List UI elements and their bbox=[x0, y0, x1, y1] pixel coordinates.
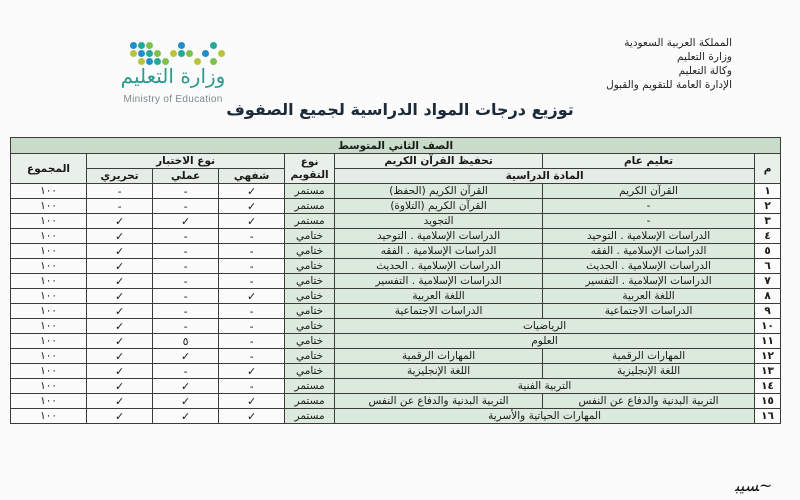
header-eval-type-line2: التقويم bbox=[290, 168, 329, 181]
row-number: ٣ bbox=[755, 214, 781, 229]
oral-cell: ✓ bbox=[219, 289, 285, 304]
table-row bbox=[11, 259, 781, 274]
logo-dot bbox=[186, 50, 193, 57]
table-row bbox=[11, 394, 781, 409]
written-cell: ✓ bbox=[87, 304, 153, 319]
header-eval-type-line1: نوع bbox=[300, 155, 319, 168]
row-number: ١٤ bbox=[755, 379, 781, 394]
header-general: تعليم عام bbox=[543, 154, 755, 169]
total-cell: ١٠٠ bbox=[11, 349, 87, 364]
written-cell: ✓ bbox=[87, 229, 153, 244]
total-cell: ١٠٠ bbox=[11, 364, 87, 379]
header-num: م bbox=[755, 154, 781, 184]
header-subject: المادة الدراسية bbox=[335, 169, 755, 184]
total-cell: ١٠٠ bbox=[11, 199, 87, 214]
logo-dot bbox=[202, 50, 209, 57]
practical-cell: - bbox=[153, 319, 219, 334]
total-cell: ١٠٠ bbox=[11, 289, 87, 304]
general-subject-cell: اللغة الإنجليزية bbox=[543, 364, 755, 379]
oral-cell: - bbox=[219, 319, 285, 334]
oral-cell: ✓ bbox=[219, 199, 285, 214]
table-row bbox=[11, 304, 781, 319]
header-line: وكالة التعليم bbox=[678, 65, 732, 77]
quran-subject-cell: الدراسات الإسلامية . الحديث bbox=[335, 259, 543, 274]
practical-cell: - bbox=[153, 199, 219, 214]
logo-dot bbox=[138, 50, 145, 57]
practical-cell: ✓ bbox=[153, 214, 219, 229]
practical-cell: ✓ bbox=[153, 394, 219, 409]
quran-subject-cell: التربية البدنية والدفاع عن النفس bbox=[335, 394, 543, 409]
ministry-header bbox=[502, 36, 732, 92]
table-row bbox=[11, 184, 781, 199]
row-number: ٨ bbox=[755, 289, 781, 304]
table-row bbox=[11, 199, 781, 214]
oral-cell: - bbox=[219, 379, 285, 394]
practical-cell: - bbox=[153, 364, 219, 379]
logo-dot bbox=[130, 50, 137, 57]
written-cell: ✓ bbox=[87, 244, 153, 259]
header-line: المملكة العربية السعودية bbox=[624, 37, 732, 49]
document-title: توزيع درجات المواد الدراسية لجميع الصفوف bbox=[226, 100, 574, 119]
oral-cell: ✓ bbox=[219, 364, 285, 379]
eval-type-cell: ختامي bbox=[285, 304, 335, 319]
row-number: ٤ bbox=[755, 229, 781, 244]
quran-subject-cell: التجويد bbox=[335, 214, 543, 229]
header-test-type: نوع الاختبار bbox=[87, 154, 285, 169]
oral-cell: - bbox=[219, 334, 285, 349]
oral-cell: - bbox=[219, 259, 285, 274]
quran-subject-cell: القرآن الكريم (الحفظ) bbox=[335, 184, 543, 199]
eval-type-cell: ختامي bbox=[285, 319, 335, 334]
table-row bbox=[11, 379, 781, 394]
row-number: ١٦ bbox=[755, 409, 781, 424]
grades-table bbox=[10, 137, 780, 424]
eval-type-cell: ختامي bbox=[285, 289, 335, 304]
grade-title: الصف الثاني المتوسط bbox=[11, 138, 781, 154]
written-cell: ✓ bbox=[87, 364, 153, 379]
total-cell: ١٠٠ bbox=[11, 409, 87, 424]
eval-type-cell: مستمر bbox=[285, 214, 335, 229]
logo-dot bbox=[146, 50, 153, 57]
practical-cell: ٥ bbox=[153, 334, 219, 349]
practical-cell: - bbox=[153, 274, 219, 289]
general-subject-cell: التربية البدنية والدفاع عن النفس bbox=[543, 394, 755, 409]
quran-subject-cell: الدراسات الاجتماعية bbox=[335, 304, 543, 319]
written-cell: ✓ bbox=[87, 274, 153, 289]
eval-type-cell: ختامي bbox=[285, 334, 335, 349]
quran-subject-cell: اللغة الإنجليزية bbox=[335, 364, 543, 379]
total-cell: ١٠٠ bbox=[11, 184, 87, 199]
table-row bbox=[11, 274, 781, 289]
logo-dot bbox=[154, 50, 161, 57]
written-cell: ✓ bbox=[87, 379, 153, 394]
row-number: ١٥ bbox=[755, 394, 781, 409]
row-number: ١١ bbox=[755, 334, 781, 349]
header-total: المجموع bbox=[11, 154, 87, 184]
total-cell: ١٠٠ bbox=[11, 334, 87, 349]
header-oral: شفهي bbox=[219, 169, 285, 184]
header-eval-type bbox=[285, 154, 335, 184]
row-number: ١ bbox=[755, 184, 781, 199]
practical-cell: ✓ bbox=[153, 349, 219, 364]
eval-type-cell: ختامي bbox=[285, 244, 335, 259]
eval-type-cell: ختامي bbox=[285, 229, 335, 244]
written-cell: ✓ bbox=[87, 289, 153, 304]
practical-cell: - bbox=[153, 244, 219, 259]
logo-dot bbox=[138, 42, 145, 49]
total-cell: ١٠٠ bbox=[11, 394, 87, 409]
general-subject-cell: الدراسات الإسلامية . التوحيد bbox=[543, 229, 755, 244]
oral-cell: ✓ bbox=[219, 214, 285, 229]
row-number: ٦ bbox=[755, 259, 781, 274]
subject-cell: المهارات الحياتية والأسرية bbox=[335, 409, 755, 424]
eval-type-cell: مستمر bbox=[285, 394, 335, 409]
eval-type-cell: ختامي bbox=[285, 364, 335, 379]
row-number: ٩ bbox=[755, 304, 781, 319]
written-cell: ✓ bbox=[87, 394, 153, 409]
row-number: ٧ bbox=[755, 274, 781, 289]
row-number: ١٣ bbox=[755, 364, 781, 379]
written-cell: ✓ bbox=[87, 214, 153, 229]
row-number: ٥ bbox=[755, 244, 781, 259]
written-cell: - bbox=[87, 184, 153, 199]
table-body bbox=[11, 184, 781, 424]
eval-type-cell: ختامي bbox=[285, 349, 335, 364]
quran-subject-cell: اللغة العربية bbox=[335, 289, 543, 304]
total-cell: ١٠٠ bbox=[11, 319, 87, 334]
written-cell: ✓ bbox=[87, 259, 153, 274]
oral-cell: - bbox=[219, 229, 285, 244]
table-row bbox=[11, 334, 781, 349]
logo-dot bbox=[130, 42, 137, 49]
written-cell: ✓ bbox=[87, 409, 153, 424]
header-quran: تحفيظ القرآن الكريم bbox=[335, 154, 543, 169]
practical-cell: ✓ bbox=[153, 379, 219, 394]
written-cell: ✓ bbox=[87, 349, 153, 364]
table-row bbox=[11, 244, 781, 259]
logo-dot bbox=[178, 42, 185, 49]
oral-cell: - bbox=[219, 274, 285, 289]
total-cell: ١٠٠ bbox=[11, 304, 87, 319]
total-cell: ١٠٠ bbox=[11, 214, 87, 229]
table-row bbox=[11, 349, 781, 364]
general-subject-cell: الدراسات الإسلامية . الفقه bbox=[543, 244, 755, 259]
row-number: ٢ bbox=[755, 199, 781, 214]
general-subject-cell: - bbox=[543, 214, 755, 229]
table-row bbox=[11, 214, 781, 229]
general-subject-cell: الدراسات الاجتماعية bbox=[543, 304, 755, 319]
written-cell: ✓ bbox=[87, 334, 153, 349]
subject-cell: الرياضيات bbox=[335, 319, 755, 334]
table-row bbox=[11, 364, 781, 379]
oral-cell: - bbox=[219, 349, 285, 364]
practical-cell: - bbox=[153, 304, 219, 319]
eval-type-cell: ختامي bbox=[285, 259, 335, 274]
eval-type-cell: مستمر bbox=[285, 409, 335, 424]
general-subject-cell: - bbox=[543, 199, 755, 214]
eval-type-cell: مستمر bbox=[285, 199, 335, 214]
subject-cell: التربية الفنية bbox=[335, 379, 755, 394]
row-number: ١٢ bbox=[755, 349, 781, 364]
header-line: وزارة التعليم bbox=[677, 51, 732, 63]
quran-subject-cell: الدراسات الإسلامية . التوحيد bbox=[335, 229, 543, 244]
general-subject-cell: الدراسات الإسلامية . الحديث bbox=[543, 259, 755, 274]
oral-cell: ✓ bbox=[219, 409, 285, 424]
general-subject-cell: الدراسات الإسلامية . التفسير bbox=[543, 274, 755, 289]
quran-subject-cell: الدراسات الإسلامية . التفسير bbox=[335, 274, 543, 289]
general-subject-cell: اللغة العربية bbox=[543, 289, 755, 304]
written-cell: ✓ bbox=[87, 319, 153, 334]
header-line: الإدارة العامة للتقويم والقبول bbox=[606, 79, 732, 91]
logo-mark-icon bbox=[130, 42, 222, 66]
oral-cell: ✓ bbox=[219, 394, 285, 409]
eval-type-cell: مستمر bbox=[285, 379, 335, 394]
total-cell: ١٠٠ bbox=[11, 274, 87, 289]
oral-cell: ✓ bbox=[219, 184, 285, 199]
table-row bbox=[11, 289, 781, 304]
logo-dot bbox=[178, 50, 185, 57]
logo-dot bbox=[170, 50, 177, 57]
practical-cell: - bbox=[153, 184, 219, 199]
header-written: تحريري bbox=[87, 169, 153, 184]
practical-cell: - bbox=[153, 289, 219, 304]
general-subject-cell: المهارات الرقمية bbox=[543, 349, 755, 364]
table-row bbox=[11, 319, 781, 334]
practical-cell: - bbox=[153, 259, 219, 274]
practical-cell: ✓ bbox=[153, 409, 219, 424]
signature-icon: ﺴﯿﺒ~ bbox=[735, 476, 773, 495]
quran-subject-cell: القرآن الكريم (التلاوة) bbox=[335, 199, 543, 214]
total-cell: ١٠٠ bbox=[11, 244, 87, 259]
eval-type-cell: ختامي bbox=[285, 274, 335, 289]
row-number: ١٠ bbox=[755, 319, 781, 334]
quran-subject-cell: المهارات الرقمية bbox=[335, 349, 543, 364]
total-cell: ١٠٠ bbox=[11, 229, 87, 244]
general-subject-cell: القرآن الكريم bbox=[543, 184, 755, 199]
logo-english-text: Ministry of Education bbox=[123, 94, 223, 105]
table-row bbox=[11, 409, 781, 424]
subject-cell: العلوم bbox=[335, 334, 755, 349]
eval-type-cell: مستمر bbox=[285, 184, 335, 199]
total-cell: ١٠٠ bbox=[11, 259, 87, 274]
written-cell: - bbox=[87, 199, 153, 214]
header-practical: عملي bbox=[153, 169, 219, 184]
logo-dot bbox=[210, 42, 217, 49]
total-cell: ١٠٠ bbox=[11, 379, 87, 394]
logo-arabic-text: وزارة التعليم bbox=[120, 64, 226, 88]
oral-cell: - bbox=[219, 244, 285, 259]
oral-cell: - bbox=[219, 304, 285, 319]
logo-dot bbox=[218, 50, 225, 57]
logo-dot bbox=[146, 42, 153, 49]
practical-cell: - bbox=[153, 229, 219, 244]
quran-subject-cell: الدراسات الإسلامية . الفقه bbox=[335, 244, 543, 259]
table-row bbox=[11, 229, 781, 244]
